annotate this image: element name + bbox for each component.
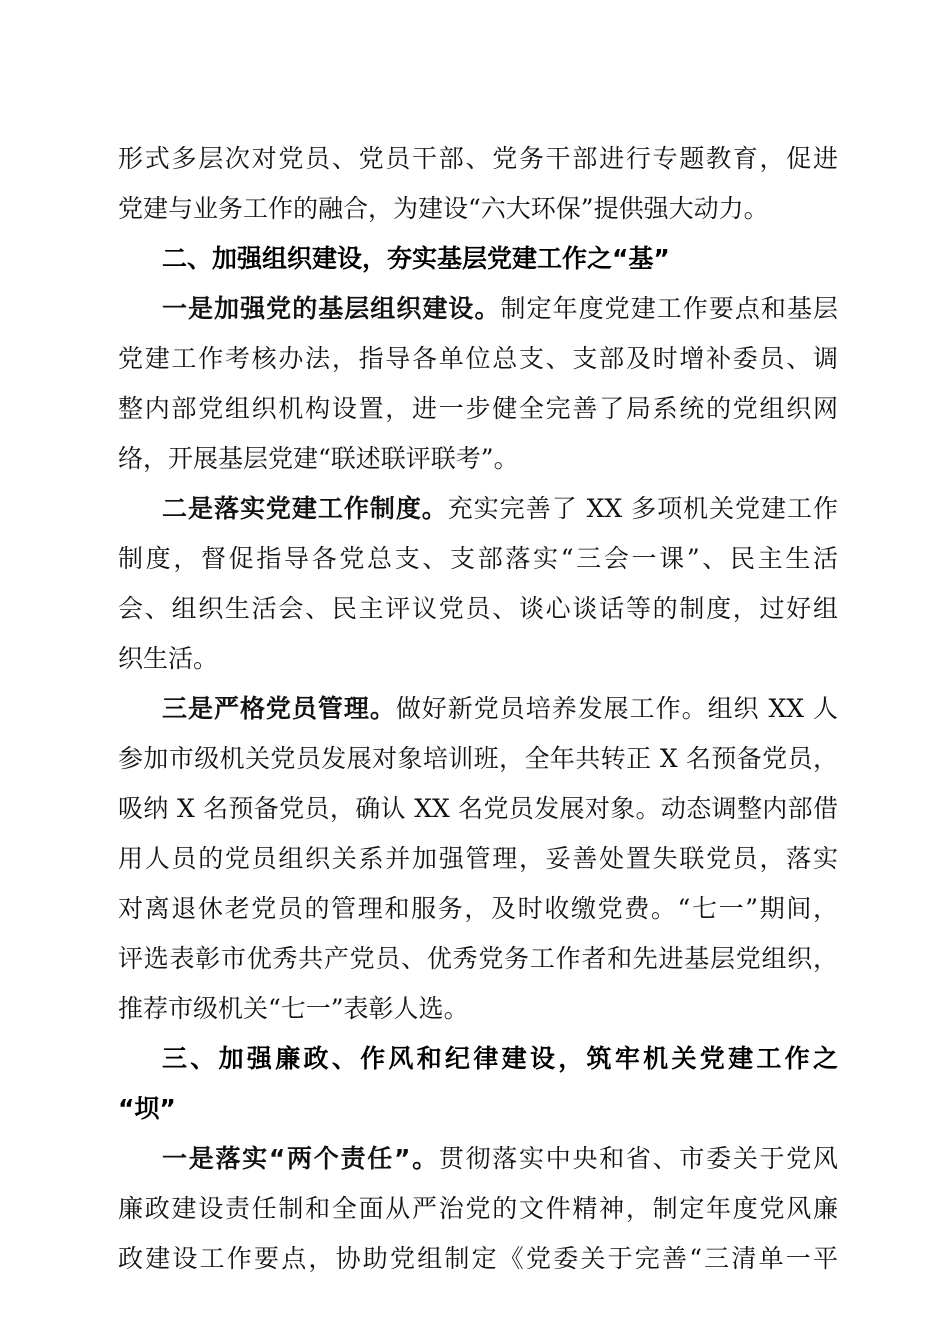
paragraph-lead: 一是加强党的基层组织建设。	[162, 294, 501, 323]
paragraph-line: 织生活。	[118, 644, 219, 673]
paragraph-line: 整内部党组织机构设置，进一步健全完善了局系统的党组织网	[118, 394, 838, 423]
paragraph-lead: 三是严格党员管理。	[162, 694, 396, 723]
paragraph-line: 党建工作考核办法，指导各单位总支、支部及时增补委员、调	[118, 344, 838, 373]
paragraph-line: 用人员的党员组织关系并加强管理，妥善处置失联党员，落实	[118, 844, 838, 873]
paragraph-text: 贯彻落实中央和省、市委关于党风	[438, 1144, 838, 1173]
paragraph-line: 评选表彰市优秀共产党员、优秀党务工作者和先进基层党组织，	[118, 944, 838, 973]
paragraph-line: 党建与业务工作的融合，为建设“六大环保”提供强大动力。	[118, 194, 769, 223]
paragraph-line	[162, 284, 838, 334]
paragraph-line: 廉政建设责任制和全面从严治党的文件精神，制定年度党风廉	[118, 1194, 838, 1223]
paragraph-line: 制度，督促指导各党总支、支部落实“三会一课”、民主生活	[118, 544, 838, 573]
paragraph-line: 吸纳 X 名预备党员，确认 XX 名党员发展对象。动态调整内部借	[118, 794, 838, 823]
paragraph-line: 政建设工作要点，协助党组制定《党委关于完善“三清单一平	[118, 1244, 838, 1273]
paragraph-line	[162, 1134, 838, 1184]
paragraph-lead: 一是落实“两个责任”。	[162, 1144, 439, 1173]
paragraph-line: 对离退休老党员的管理和服务，及时收缴党费。“七一”期间，	[118, 894, 838, 923]
paragraph-line: 形式多层次对党员、党员干部、党务干部进行专题教育，促进	[118, 144, 838, 173]
paragraph-line: 推荐市级机关“七一”表彰人选。	[118, 994, 469, 1023]
paragraph-line: 络，开展基层党建“联述联评联考”。	[118, 444, 519, 473]
paragraph-text: 充实完善了 XX 多项机关党建工作	[447, 494, 838, 523]
section-heading-continued: “坝”	[118, 1094, 176, 1123]
section-heading: 二、加强组织建设，夯实基层党建工作之“基”	[162, 244, 670, 273]
paragraph-line	[162, 484, 838, 534]
paragraph-line	[162, 684, 838, 734]
paragraph-text: 做好新党员培养发展工作。组织 XX 人	[395, 694, 838, 723]
paragraph-line: 会、组织生活会、民主评议党员、谈心谈话等的制度，过好组	[118, 594, 838, 623]
paragraph-line: 参加市级机关党员发展对象培训班，全年共转正 X 名预备党员，	[118, 744, 838, 773]
paragraph-lead: 二是落实党建工作制度。	[162, 494, 448, 523]
section-heading: 三、加强廉政、作风和纪律建设，筑牢机关党建工作之	[162, 1044, 838, 1073]
paragraph-text: 制定年度党建工作要点和基层	[500, 294, 838, 323]
